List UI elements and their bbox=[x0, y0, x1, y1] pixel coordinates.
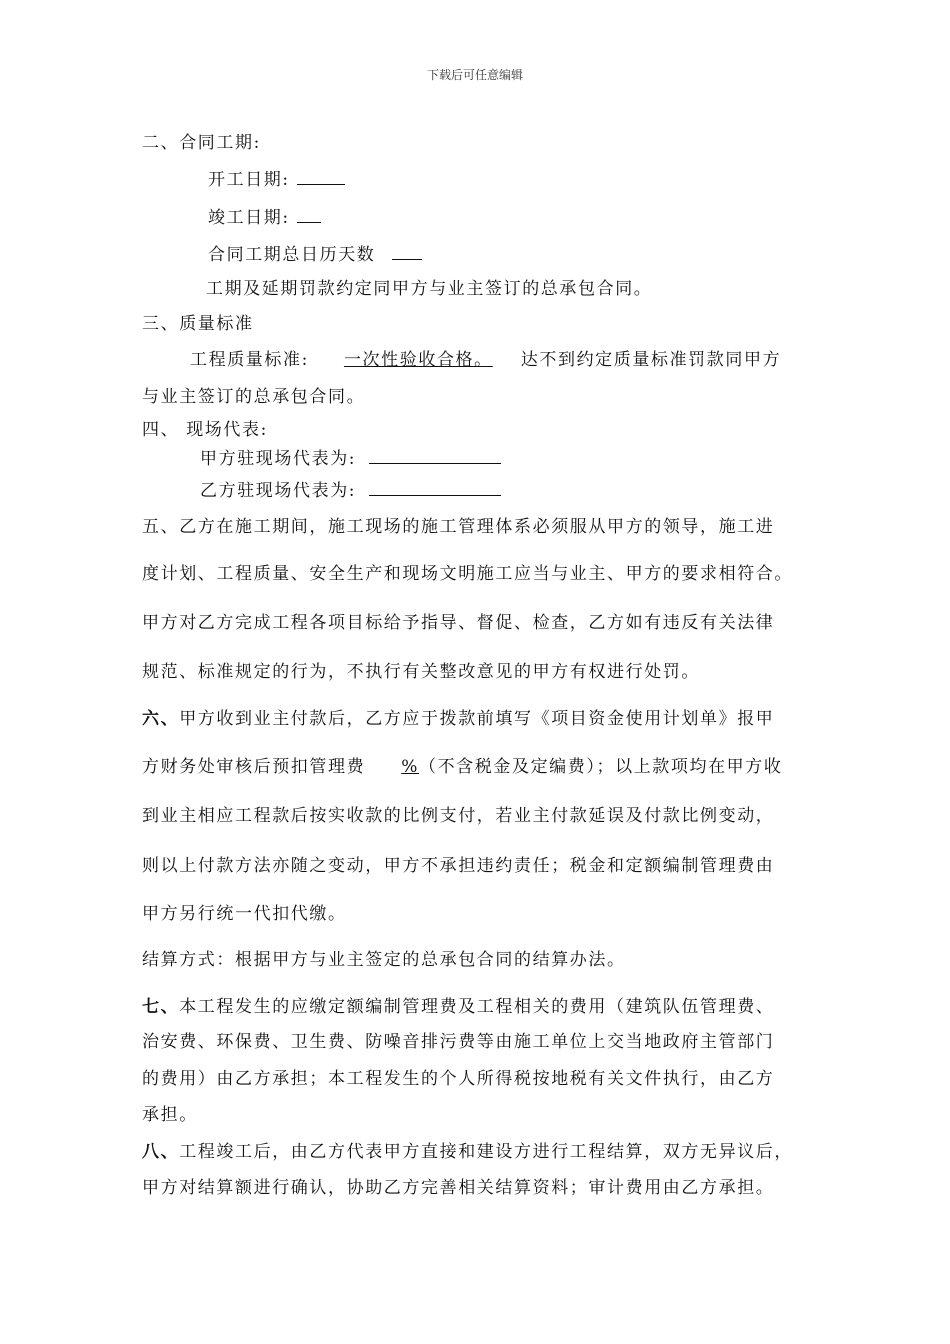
settlement-method: 结算方式：根据甲方与业主签定的总承包合同的结算办法。 bbox=[142, 950, 626, 970]
section-5-line-2: 度计划、工程质量、安全生产和现场文明施工应当与业主、甲方的要求相符合。 bbox=[142, 564, 793, 584]
section-5-line-3: 甲方对乙方完成工程各项目标给予指导、督促、检查，乙方如有违反有关法律 bbox=[142, 613, 775, 633]
section-6-heading: 六、 bbox=[142, 709, 180, 729]
section-5-line-4: 规范、标准规定的行为，不执行有关整改意见的甲方有权进行处罚。 bbox=[142, 662, 700, 682]
end-date-row bbox=[208, 203, 321, 228]
quality-line-2: 与业主签订的总承包合同。 bbox=[142, 387, 366, 407]
start-date-blank bbox=[297, 170, 345, 185]
section-6-line-2 bbox=[142, 752, 782, 777]
party-a-rep-row bbox=[200, 444, 501, 469]
quality-label: 工程质量标准: bbox=[190, 350, 309, 370]
section-6-text-1: 甲方收到业主付款后，乙方应于拨款前填写《项目资金使用计划单》报甲 bbox=[179, 709, 775, 729]
quality-rest: 达不到约定质量标准罚款同甲方 bbox=[520, 350, 782, 370]
section-3-title: 三、质量标准 bbox=[142, 314, 254, 334]
end-date-label: 竣工日期: bbox=[208, 208, 290, 228]
section-7-line-1 bbox=[142, 992, 774, 1017]
party-b-rep-label: 乙方驻现场代表为: bbox=[200, 481, 357, 501]
quality-value: 一次性验收合格。 bbox=[343, 350, 493, 370]
party-a-rep-blank bbox=[369, 449, 501, 464]
party-b-rep-row bbox=[200, 476, 501, 501]
end-date-blank bbox=[297, 208, 321, 223]
section-7-line-2: 治安费、环保费、卫生费、防噪音排污费等由施工单位上交当地政府主管部门 bbox=[142, 1032, 775, 1052]
section-7-text-1: 本工程发生的应缴定额编制管理费及工程相关的费用（建筑队伍管理费、 bbox=[179, 997, 775, 1017]
section-7-heading: 七、 bbox=[142, 997, 180, 1017]
party-a-rep-label: 甲方驻现场代表为: bbox=[200, 449, 357, 469]
penalty-clause: 工期及延期罚款约定同甲方与业主签订的总承包合同。 bbox=[206, 279, 653, 299]
section-6-line-5: 甲方另行统一代扣代缴。 bbox=[142, 904, 347, 924]
section-6-text-2b: （不含税金及定编费）；以上款项均在甲方收 bbox=[418, 757, 783, 777]
section-4-title: 四、 现场代表: bbox=[142, 420, 268, 440]
party-b-rep-blank bbox=[369, 481, 501, 496]
section-6-text-2a: 方财务处审核后预扣管理费 bbox=[142, 757, 366, 777]
total-days-label: 合同工期总日历天数 bbox=[208, 245, 376, 265]
section-8-line-1 bbox=[142, 1137, 793, 1162]
section-8-text-1: 工程竣工后，由乙方代表甲方直接和建设方进行工程结算，双方无异议后， bbox=[179, 1142, 794, 1162]
start-date-row bbox=[208, 165, 345, 190]
section-2-title: 二、合同工期: bbox=[142, 133, 261, 153]
section-6-line-4: 则以上付款方法亦随之变动，甲方不承担违约责任；税金和定额编制管理费由 bbox=[142, 856, 775, 876]
section-8-heading: 八、 bbox=[142, 1142, 180, 1162]
total-days-row bbox=[208, 240, 422, 265]
page-header: 下载后可任意编辑 bbox=[426, 68, 523, 82]
section-5-line-1: 五、乙方在施工期间，施工现场的施工管理体系必须服从甲方的领导，施工进 bbox=[142, 517, 775, 537]
section-6-line-3: 到业主相应工程款后按实收款的比例支付，若业主付款延误及付款比例变动， bbox=[142, 806, 775, 826]
section-6-line-1 bbox=[142, 704, 774, 729]
section-8-line-2: 甲方对结算额进行确认，协助乙方完善相关结算资料；审计费用由乙方承担。 bbox=[142, 1178, 775, 1198]
section-7-line-3: 的费用）由乙方承担；本工程发生的个人所得税按地税有关文件执行，由乙方 bbox=[142, 1069, 775, 1089]
management-fee-percent: % bbox=[401, 757, 419, 777]
start-date-label: 开工日期: bbox=[208, 170, 290, 190]
quality-standard-row bbox=[190, 345, 781, 370]
section-7-line-4: 承担。 bbox=[142, 1105, 198, 1125]
total-days-blank bbox=[392, 245, 422, 260]
